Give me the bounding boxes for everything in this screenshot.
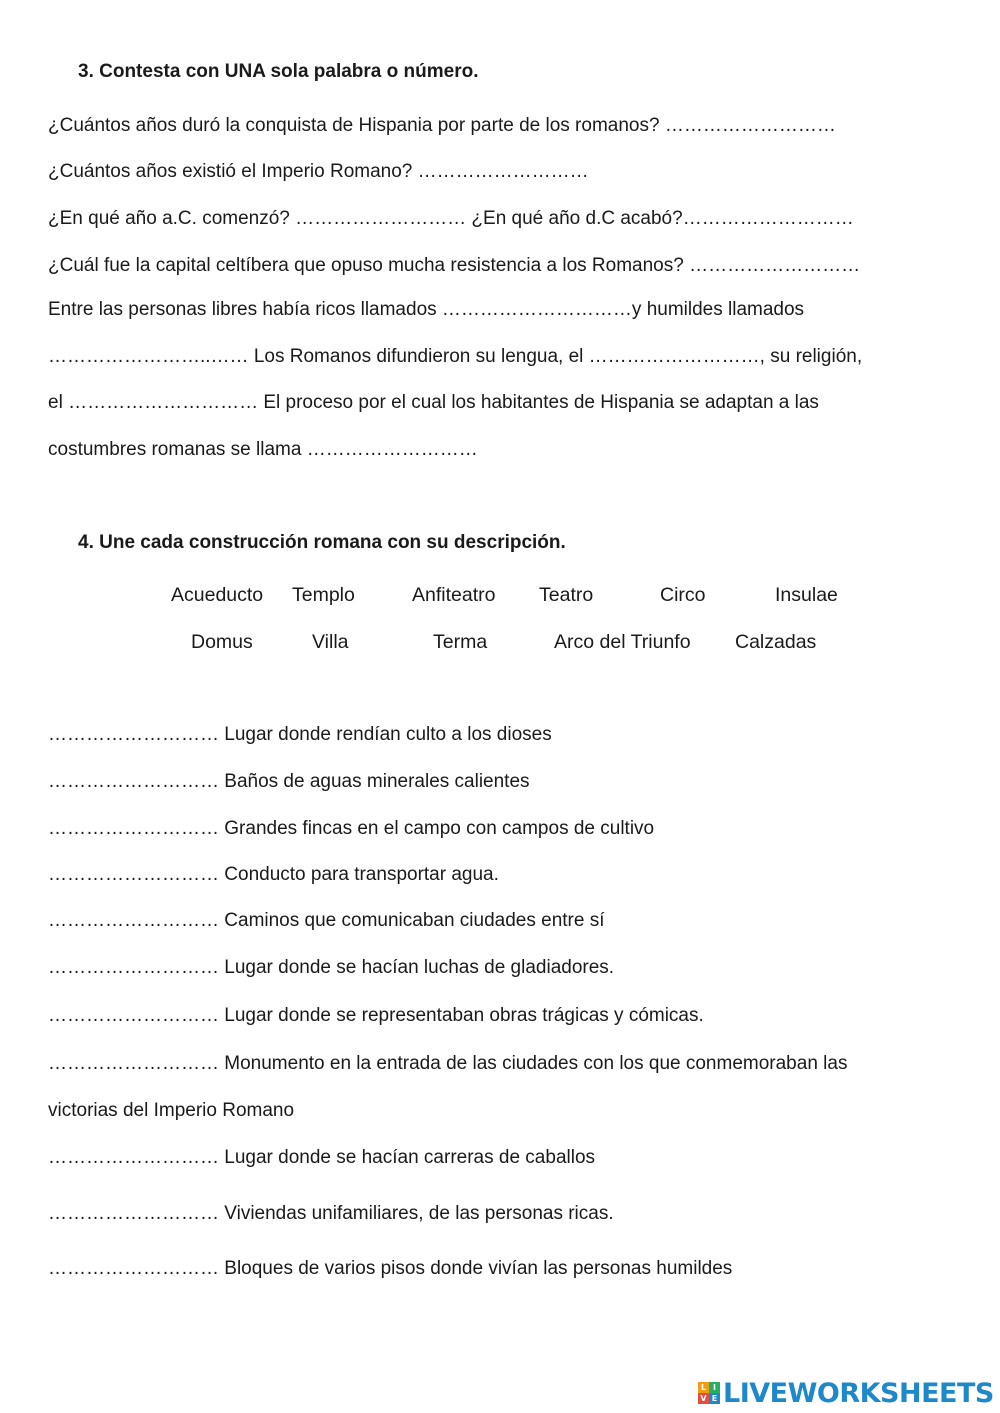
match-item: ……………………… Lugar donde se representaban obras trágicas y cómicas. <box>48 1005 704 1026</box>
word-bank-term: Insulae <box>775 584 838 606</box>
liveworksheets-logo <box>698 1378 994 1408</box>
q3-line-1: ¿Cuántos años duró la conquista de Hispania por parte de los romanos? ……………………… <box>48 115 836 136</box>
match-item: ……………………… Lugar donde rendían culto a los dioses <box>48 724 552 745</box>
match-item: ……………………… Conducto para transportar agua. <box>48 864 499 885</box>
word-bank-term: Domus <box>191 631 253 653</box>
liveworksheets-logo-icon: L I V E <box>698 1382 720 1404</box>
word-bank-term: Arco del Triunfo <box>554 631 691 653</box>
word-bank-term: Templo <box>292 584 355 606</box>
match-item: ……………………… Bloques de varios pisos donde vivían las personas humildes <box>48 1258 733 1279</box>
match-item: ……………………… Monumento en la entrada de las ciudades con los que conmemoraban las <box>48 1053 848 1074</box>
word-bank-term: Terma <box>433 631 488 653</box>
word-bank-term: Acueducto <box>171 584 264 606</box>
section-4-heading: 4. Une cada construcción romana con su descripción. <box>78 532 566 553</box>
word-bank-term: Circo <box>660 584 706 606</box>
liveworksheets-logo-text: LIVEWORKSHEETS <box>723 1377 994 1409</box>
match-item: ……………………… Lugar donde se hacían carreras de caballos <box>48 1147 596 1168</box>
match-item: ……………………… Viviendas unifamiliares, de las personas ricas. <box>48 1203 614 1224</box>
section-3-heading: 3. Contesta con UNA sola palabra o número. <box>78 61 479 82</box>
q3-line-5: Entre las personas libres había ricos llamados …………………………y humildes llamados <box>48 299 805 320</box>
q3-line-7: el ………………………… El proceso por el cual los habitantes de Hispania se adaptan a las <box>48 392 819 413</box>
q3-line-4: ¿Cuál fue la capital celtíbera que opuso mucha resistencia a los Romanos? ……………………… <box>48 255 861 276</box>
word-bank-term: Teatro <box>539 584 594 606</box>
match-item: ……………………… Caminos que comunicaban ciudades entre sí <box>48 910 605 931</box>
q3-line-6: ……………………..…… Los Romanos difundieron su lengua, el ………………………, su religión, <box>48 346 863 367</box>
q3-line-3: ¿En qué año a.C. comenzó? ……………………… ¿En qué año d.C acabó?……………………… <box>48 208 854 229</box>
match-item: ……………………… Baños de aguas minerales calientes <box>48 771 530 792</box>
match-item-continuation: victorias del Imperio Romano <box>48 1100 295 1121</box>
word-bank-term: Villa <box>312 631 349 653</box>
match-item: ……………………… Lugar donde se hacían luchas de gladiadores. <box>48 957 615 978</box>
q3-line-2: ¿Cuántos años existió el Imperio Romano? ……………………… <box>48 161 589 182</box>
q3-line-8: costumbres romanas se llama ……………………… <box>48 439 478 460</box>
match-item: ……………………… Grandes fincas en el campo con campos de cultivo <box>48 818 655 839</box>
word-bank-term: Calzadas <box>735 631 817 653</box>
word-bank-term: Anfiteatro <box>412 584 496 606</box>
